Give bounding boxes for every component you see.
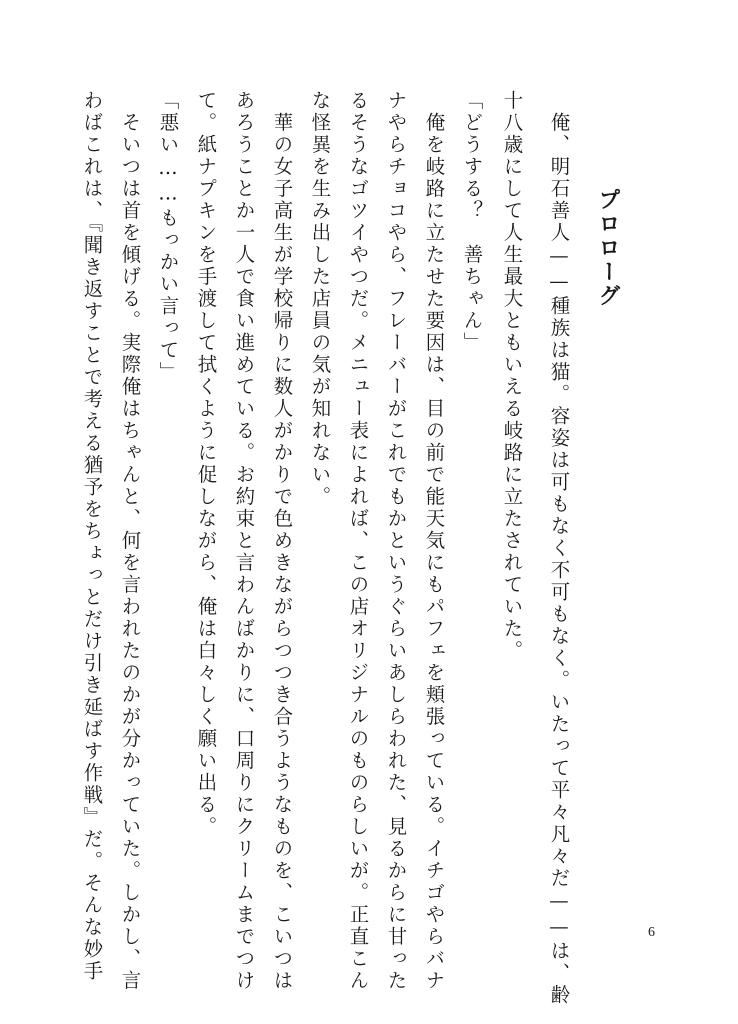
text-line: あろうことか一人で食い進めている。お約束と言わんばかりに、口周りにクリームまでつけ — [232, 90, 256, 992]
text-line: わばこれは、『聞き返すことで考える猶予をちょっとだけ引き延ばす作戦』だ。そんな妙手 — [80, 90, 104, 983]
text-line: て。紙ナプキンを手渡して拭くように促しながら、俺は白々しく願い出る。 — [194, 90, 218, 838]
text-line: るそうなゴツイやつだ。メニュー表によれば、この店オリジナルのものらしいが。正直こん — [346, 90, 370, 992]
text-line: 華の女子高生が学校帰りに数人がかりで色めきながらつつき合うようなものを、こいつは — [270, 90, 294, 992]
text-line: そいつは首を傾げる。実際俺はちゃんと、何を言われたのかが分かっていた。しかし、言 — [118, 90, 142, 992]
text-line: 「悪い……もっかい言って」 — [156, 90, 180, 384]
text-line: 「どうする？ 善ちゃん」 — [460, 90, 484, 354]
text-line: 俺を岐路に立たせた要因は、目の前で能天気にもパフェを頬張っている。イチゴやらバナ — [422, 90, 446, 992]
page-number: 6 — [648, 925, 655, 940]
text-line: ナやらチョコやら、フレーバーがこれでもかというぐらいあしらわれた、見るからに甘った — [384, 90, 408, 992]
text-line: 俺、明石善人——種族は猫。容姿は可もなく不可もなく。いたって平々凡々だ——は、齢 — [547, 90, 571, 1007]
text-line: 十八歳にして人生最大ともいえる岐路に立たされていた。 — [500, 90, 524, 662]
text-line: な怪異を生み出した店員の気が知れない。 — [308, 90, 332, 508]
chapter-title: プロローグ — [595, 188, 621, 308]
